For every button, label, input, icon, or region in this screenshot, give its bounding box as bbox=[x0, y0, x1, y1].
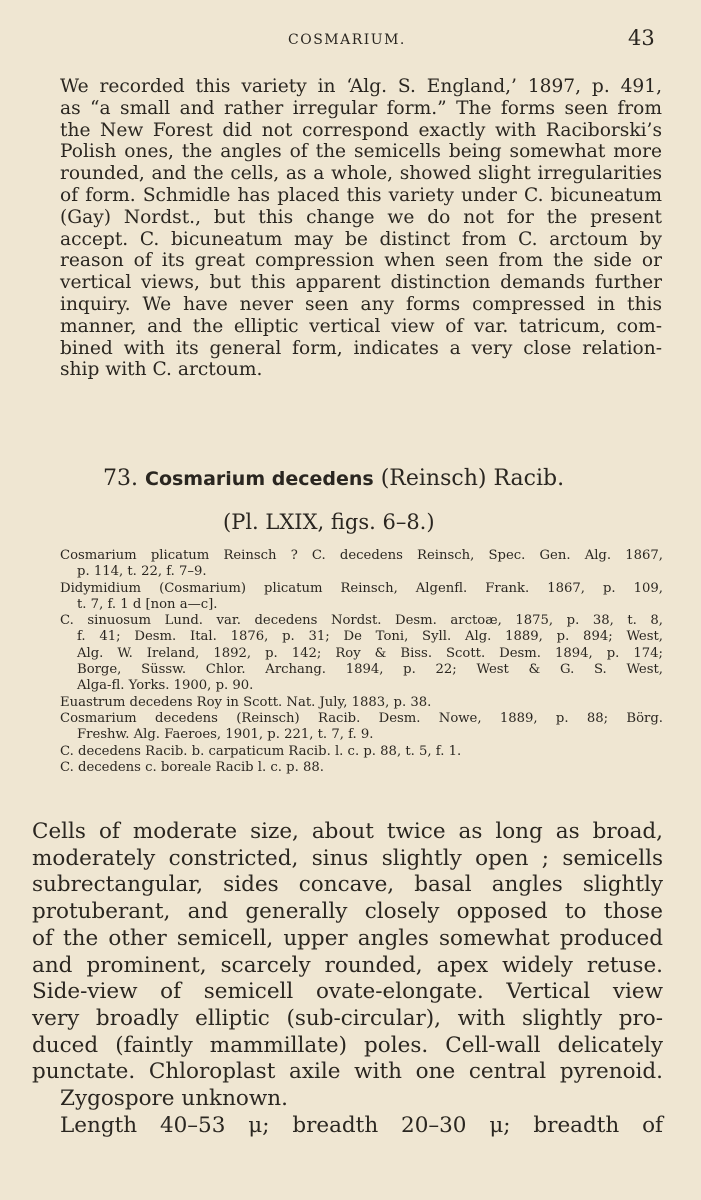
paragraph-variety-discussion bbox=[60, 76, 662, 381]
synonym-line: f. 41; Desm. Ital. 1876, p. 31; De Toni, Syll. Alg. 1889, p. 894; West, bbox=[77, 629, 663, 645]
text-line: (Gay) Nordst., but this change we do not for the present bbox=[60, 206, 662, 228]
text-line: very broadly elliptic (sub-circular), with slightly pro- bbox=[32, 1005, 663, 1031]
species-authority: (Reinsch) Racib. bbox=[380, 466, 565, 491]
synonym-entry bbox=[60, 760, 663, 776]
text-line: inquiry. We have never seen any forms compressed in this bbox=[60, 293, 662, 315]
species-number: 73. bbox=[103, 466, 138, 491]
page-header bbox=[0, 26, 701, 60]
text-line: Side-view of semicell ovate-elongate. Vertical view bbox=[32, 979, 663, 1005]
text-line: of form. Schmidle has placed this variety under C. bicuneatum bbox=[60, 184, 662, 206]
text-line: of the other semicell, upper angles somewhat produced bbox=[32, 925, 663, 951]
text-line: subrectangular, sides concave, basal angles slightly bbox=[32, 872, 663, 898]
text-line: duced (faintly mammillate) poles. Cell-wall delicately bbox=[32, 1032, 663, 1058]
page-number: 43 bbox=[628, 26, 655, 50]
synonym-line: C. sinuosum Lund. var. decedens Nordst. Desm. arctoæ, 1875, p. 38, t. 8, bbox=[60, 613, 663, 629]
text-line: Polish ones, the angles of the semicells being somewhat more bbox=[60, 141, 662, 163]
synonym-entry bbox=[60, 581, 663, 614]
synonym-entry bbox=[60, 695, 663, 711]
synonym-line: Cosmarium plicatum Reinsch ? C. decedens Reinsch, Spec. Gen. Alg. 1867, bbox=[60, 548, 663, 563]
synonymy-list bbox=[60, 548, 663, 776]
synonym-line: C. decedens c. boreale Racib l. c. p. 88. bbox=[60, 759, 324, 775]
synonym-entry bbox=[60, 548, 663, 581]
synonym-line: Didymidium (Cosmarium) plicatum Reinsch, Algenfl. Frank. 1867, p. 109, bbox=[60, 580, 663, 596]
text-line: reason of its great compression when seen from the side or bbox=[60, 250, 662, 272]
synonym-entry bbox=[60, 613, 663, 694]
running-head: COSMARIUM. bbox=[288, 32, 406, 48]
text-line: Cells of moderate size, about twice as long as broad, bbox=[32, 819, 663, 844]
text-line: and prominent, scarcely rounded, apex widely retuse. bbox=[32, 952, 663, 978]
synonym-line: p. 114, t. 22, f. 7–9. bbox=[77, 564, 207, 580]
text-line: Zygospore unknown. bbox=[60, 1086, 288, 1112]
synonym-line: Cosmarium decedens (Reinsch) Racib. Desm. Nowe, 1889, p. 88; Börg. bbox=[60, 710, 663, 726]
text-line: ship with C. arctoum. bbox=[60, 359, 263, 381]
species-name: Cosmarium decedens bbox=[145, 468, 374, 490]
synonym-line: Borge, Süssw. Chlor. Archang. 1894, p. 22; West & G. S. West, bbox=[77, 662, 663, 678]
text-line: bined with its general form, indicates a very close relation- bbox=[60, 337, 662, 359]
synonym-line: Alg. W. Ireland, 1892, p. 142; Roy & Biss. Scott. Desm. 1894, p. 174; bbox=[77, 645, 663, 661]
text-line: vertical views, but this apparent distinction demands further bbox=[60, 272, 662, 294]
text-line: manner, and the elliptic vertical view of var. tatricum, com- bbox=[60, 315, 662, 337]
text-line: punctate. Chloroplast axile with one central pyrenoid. bbox=[32, 1059, 663, 1085]
text-line: the New Forest did not correspond exactly with Raciborski’s bbox=[60, 119, 662, 141]
species-heading bbox=[103, 466, 564, 491]
text-line: accept. C. bicuneatum may be distinct from C. arctoum by bbox=[60, 228, 662, 250]
species-description bbox=[32, 819, 663, 1139]
synonym-line: t. 7, f. 1 d [non a—c]. bbox=[77, 596, 218, 612]
synonym-line: Euastrum decedens Roy in Scott. Nat. July, 1883, p. 38. bbox=[60, 694, 432, 710]
synonym-line: C. decedens Racib. b. carpaticum Racib. l. c. p. 88, t. 5, f. 1. bbox=[60, 743, 462, 759]
text-line: Length 40–53 μ; breadth 20–30 μ; breadth of bbox=[60, 1112, 663, 1138]
synonym-entry bbox=[60, 744, 663, 760]
text-line: We recorded this variety in ‘Alg. S. England,’ 1897, p. 491, bbox=[60, 76, 662, 97]
text-line: protuberant, and generally closely opposed to those bbox=[32, 899, 663, 925]
synonym-line: Alga-fl. Yorks. 1900, p. 90. bbox=[77, 678, 254, 694]
plate-reference: (Pl. LXIX, figs. 6–8.) bbox=[223, 510, 435, 534]
text-line: moderately constricted, sinus slightly open ; semicells bbox=[32, 845, 663, 871]
text-line: as “a small and rather irregular form.” The forms seen from bbox=[60, 97, 662, 119]
text-line: rounded, and the cells, as a whole, showed slight irregularities bbox=[60, 163, 662, 185]
synonym-entry bbox=[60, 711, 663, 744]
synonym-line: Freshw. Alg. Faeroes, 1901, p. 221, t. 7, f. 9. bbox=[77, 727, 374, 743]
